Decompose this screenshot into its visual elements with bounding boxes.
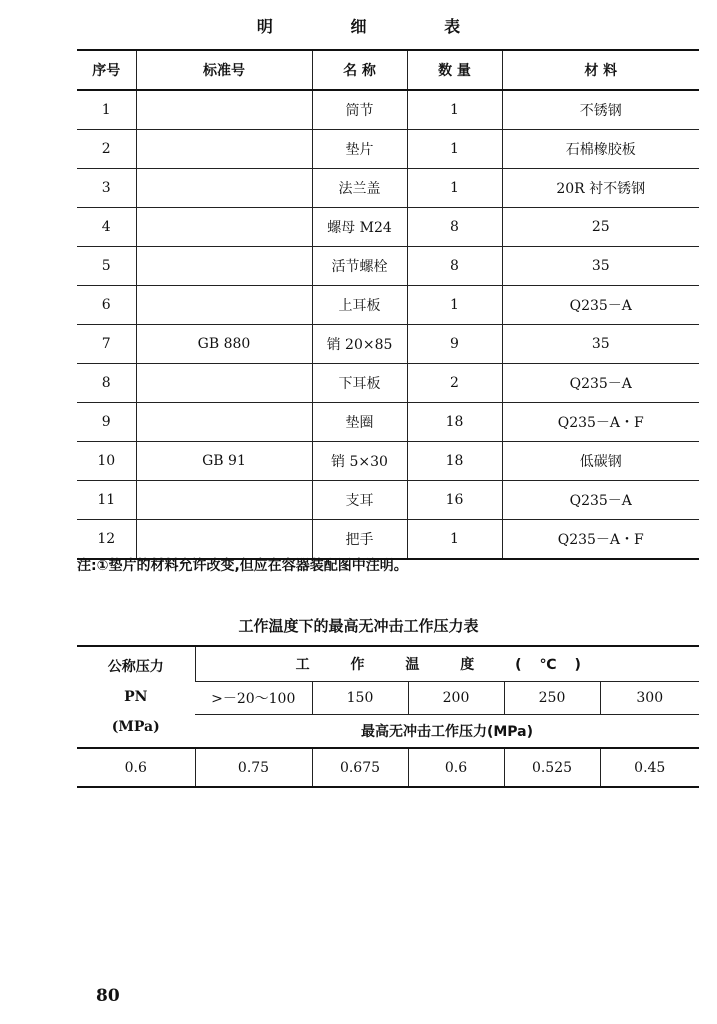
- pn-label-line: (MPa): [111, 719, 160, 735]
- pressure-header-row: [77, 646, 699, 682]
- part-name-cell: 螺母 M24: [312, 208, 407, 247]
- material-cell: Q235－A: [502, 364, 699, 403]
- quantity-cell: 1: [407, 90, 502, 130]
- serial-number-cell: 2: [77, 130, 136, 169]
- standard-number-cell: GB 91: [136, 442, 312, 481]
- header-standard-number: 标准号: [136, 50, 312, 90]
- header-serial-number: 序号: [77, 50, 136, 90]
- quantity-cell: 1: [407, 169, 502, 208]
- quantity-cell: 2: [407, 364, 502, 403]
- part-name-cell: 销 20×85: [312, 325, 407, 364]
- pn-label-line: 公称压力: [107, 659, 164, 675]
- material-cell: Q235－A・F: [502, 403, 699, 442]
- material-cell: 不锈钢: [502, 90, 699, 130]
- pressure-values-row: [77, 748, 699, 787]
- table-row: [77, 481, 699, 520]
- standard-number-cell: [136, 403, 312, 442]
- quantity-cell: 1: [407, 520, 502, 560]
- table-row: [77, 520, 699, 560]
- serial-number-cell: 1: [77, 90, 136, 130]
- temp-cell: 250: [504, 682, 600, 715]
- quantity-cell: 1: [407, 130, 502, 169]
- table-row: [77, 364, 699, 403]
- serial-number-cell: 8: [77, 364, 136, 403]
- part-name-cell: 法兰盖: [312, 169, 407, 208]
- quantity-cell: 8: [407, 208, 502, 247]
- standard-number-cell: GB 880: [136, 325, 312, 364]
- part-name-cell: 筒节: [312, 90, 407, 130]
- material-cell: 低碳钢: [502, 442, 699, 481]
- pressure-value: 0.525: [504, 748, 600, 787]
- standard-number-cell: [136, 90, 312, 130]
- table-row: [77, 208, 699, 247]
- parts-table-note: 注:①垫片的材料允许改变,但应在容器装配图中注明。: [77, 558, 408, 574]
- part-name-cell: 支耳: [312, 481, 407, 520]
- table-row: [77, 403, 699, 442]
- serial-number-cell: 10: [77, 442, 136, 481]
- material-cell: Q235－A: [502, 286, 699, 325]
- serial-number-cell: 5: [77, 247, 136, 286]
- standard-number-cell: [136, 520, 312, 560]
- part-name-cell: 上耳板: [312, 286, 407, 325]
- quantity-cell: 18: [407, 442, 502, 481]
- part-name-cell: 垫片: [312, 130, 407, 169]
- material-cell: 25: [502, 208, 699, 247]
- table-row: [77, 90, 699, 130]
- parts-list-table: [77, 49, 699, 560]
- serial-number-cell: 12: [77, 520, 136, 560]
- header-part-name: 名 称: [312, 50, 407, 90]
- max-pressure-header: 最高无冲击工作压力(MPa): [195, 715, 699, 749]
- pressure-value: 0.75: [195, 748, 312, 787]
- page-number: 80: [96, 986, 120, 1006]
- table-row: [77, 325, 699, 364]
- pressure-table: [77, 645, 699, 788]
- table-row: [77, 286, 699, 325]
- part-name-cell: 垫圈: [312, 403, 407, 442]
- part-name-cell: 把手: [312, 520, 407, 560]
- table-row: [77, 130, 699, 169]
- material-cell: 35: [502, 325, 699, 364]
- part-name-cell: 销 5×30: [312, 442, 407, 481]
- standard-number-cell: [136, 130, 312, 169]
- material-cell: Q235－A: [502, 481, 699, 520]
- part-name-cell: 活节螺栓: [312, 247, 407, 286]
- standard-number-cell: [136, 169, 312, 208]
- standard-number-cell: [136, 286, 312, 325]
- pressure-value: 0.45: [600, 748, 699, 787]
- standard-number-cell: [136, 364, 312, 403]
- standard-number-cell: [136, 247, 312, 286]
- quantity-cell: 18: [407, 403, 502, 442]
- temp-cell: 150: [312, 682, 408, 715]
- temp-cell: 300: [600, 682, 699, 715]
- header-quantity: 数 量: [407, 50, 502, 90]
- pressure-value: 0.6: [408, 748, 504, 787]
- nominal-pressure-label: [77, 646, 195, 748]
- serial-number-cell: 11: [77, 481, 136, 520]
- material-cell: 35: [502, 247, 699, 286]
- temp-cell: 200: [408, 682, 504, 715]
- quantity-cell: 1: [407, 286, 502, 325]
- serial-number-cell: 4: [77, 208, 136, 247]
- table-row: [77, 169, 699, 208]
- quantity-cell: 9: [407, 325, 502, 364]
- part-name-cell: 下耳板: [312, 364, 407, 403]
- standard-number-cell: [136, 208, 312, 247]
- header-material: 材 料: [502, 50, 699, 90]
- pressure-table-title: 工作温度下的最高无冲击工作压力表: [238, 617, 479, 635]
- temp-cell: >－20～100: [195, 682, 312, 715]
- material-cell: Q235－A・F: [502, 520, 699, 560]
- parts-table-header-row: [77, 50, 699, 90]
- quantity-cell: 8: [407, 247, 502, 286]
- standard-number-cell: [136, 481, 312, 520]
- pressure-value: 0.675: [312, 748, 408, 787]
- parts-table-title: 明 细 表: [256, 17, 497, 36]
- pn-label-line: PN: [124, 689, 148, 705]
- table-row: [77, 442, 699, 481]
- serial-number-cell: 3: [77, 169, 136, 208]
- table-row: [77, 247, 699, 286]
- pn-value: 0.6: [77, 748, 195, 787]
- serial-number-cell: 9: [77, 403, 136, 442]
- material-cell: 20R 衬不锈钢: [502, 169, 699, 208]
- serial-number-cell: 7: [77, 325, 136, 364]
- material-cell: 石棉橡胶板: [502, 130, 699, 169]
- working-temperature-header: 工 作 温 度 (℃): [195, 646, 699, 682]
- serial-number-cell: 6: [77, 286, 136, 325]
- quantity-cell: 16: [407, 481, 502, 520]
